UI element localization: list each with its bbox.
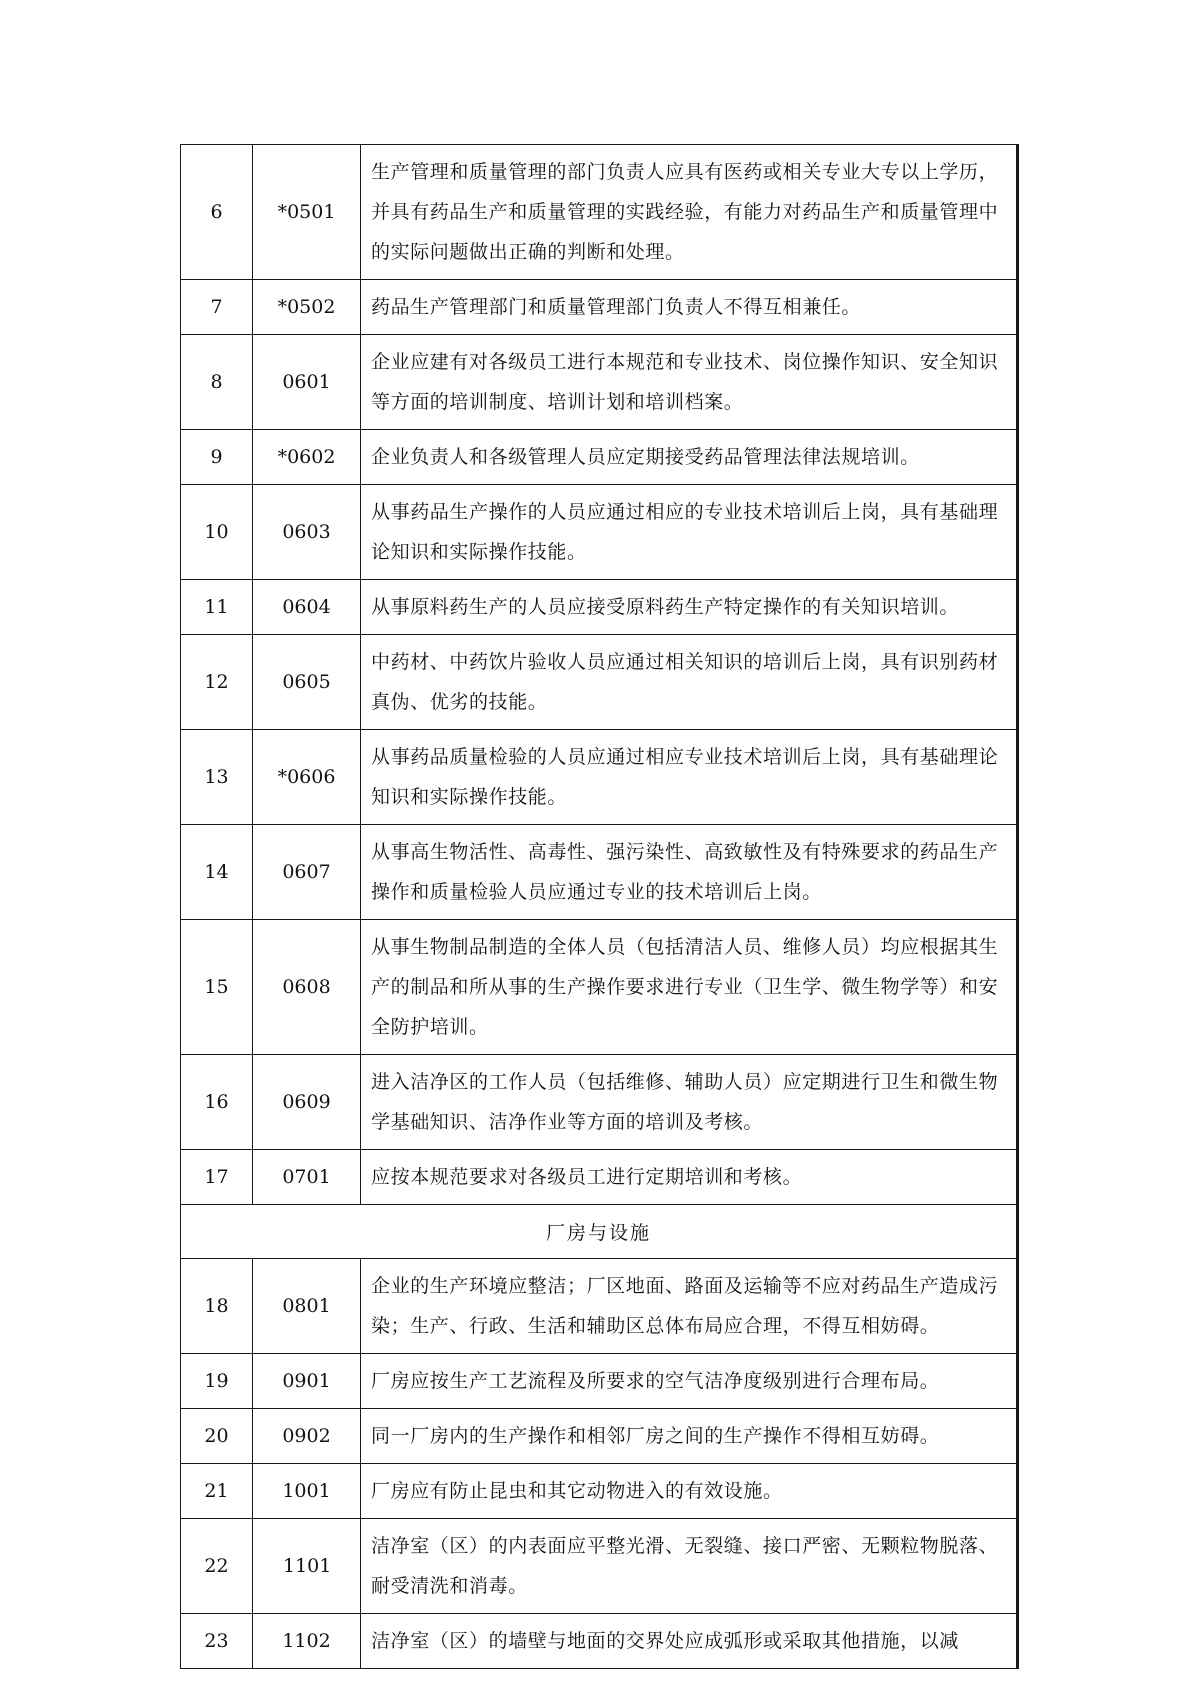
row-content: 洁净室（区）的内表面应平整光滑、无裂缝、接口严密、无颗粒物脱落、耐受清洗和消毒。 bbox=[361, 1519, 1018, 1614]
row-content: 从事药品生产操作的人员应通过相应的专业技术培训后上岗，具有基础理论知识和实际操作技能。 bbox=[361, 485, 1018, 580]
table-row bbox=[181, 580, 1018, 635]
table-row bbox=[181, 1354, 1018, 1409]
row-code: 1101 bbox=[253, 1519, 361, 1614]
row-seq: 16 bbox=[181, 1055, 253, 1150]
table-row bbox=[181, 1614, 1018, 1669]
row-seq: 14 bbox=[181, 825, 253, 920]
row-code: *0602 bbox=[253, 430, 361, 485]
row-code: *0606 bbox=[253, 730, 361, 825]
table-row bbox=[181, 825, 1018, 920]
row-code: 1102 bbox=[253, 1614, 361, 1669]
table-row bbox=[181, 1409, 1018, 1464]
row-code: 0609 bbox=[253, 1055, 361, 1150]
table-row bbox=[181, 920, 1018, 1055]
row-content: 企业负责人和各级管理人员应定期接受药品管理法律法规培训。 bbox=[361, 430, 1018, 485]
row-content: 同一厂房内的生产操作和相邻厂房之间的生产操作不得相互妨碍。 bbox=[361, 1409, 1018, 1464]
row-seq: 21 bbox=[181, 1464, 253, 1519]
row-content: 厂房应按生产工艺流程及所要求的空气洁净度级别进行合理布局。 bbox=[361, 1354, 1018, 1409]
row-content: 洁净室（区）的墙壁与地面的交界处应成弧形或采取其他措施，以减 bbox=[361, 1614, 1018, 1669]
row-content: 药品生产管理部门和质量管理部门负责人不得互相兼任。 bbox=[361, 280, 1018, 335]
row-seq: 20 bbox=[181, 1409, 253, 1464]
row-seq: 6 bbox=[181, 145, 253, 280]
row-seq: 23 bbox=[181, 1614, 253, 1669]
row-code: 0701 bbox=[253, 1150, 361, 1205]
table-row bbox=[181, 635, 1018, 730]
row-seq: 10 bbox=[181, 485, 253, 580]
row-code: 1001 bbox=[253, 1464, 361, 1519]
row-seq: 7 bbox=[181, 280, 253, 335]
row-code: 0603 bbox=[253, 485, 361, 580]
row-content: 进入洁净区的工作人员（包括维修、辅助人员）应定期进行卫生和微生物学基础知识、洁净作业等方面的培训及考核。 bbox=[361, 1055, 1018, 1150]
row-content: 从事原料药生产的人员应接受原料药生产特定操作的有关知识培训。 bbox=[361, 580, 1018, 635]
row-content: 企业的生产环境应整洁；厂区地面、路面及运输等不应对药品生产造成污染；生产、行政、生活和辅助区总体布局应合理，不得互相妨碍。 bbox=[361, 1259, 1018, 1354]
table-row bbox=[181, 145, 1018, 280]
table-row bbox=[181, 335, 1018, 430]
row-code: 0901 bbox=[253, 1354, 361, 1409]
section-title: 厂房与设施 bbox=[181, 1205, 1018, 1259]
table-row bbox=[181, 1150, 1018, 1205]
row-code: 0801 bbox=[253, 1259, 361, 1354]
table-row bbox=[181, 1464, 1018, 1519]
row-code: 0608 bbox=[253, 920, 361, 1055]
row-seq: 13 bbox=[181, 730, 253, 825]
row-seq: 22 bbox=[181, 1519, 253, 1614]
table-row bbox=[181, 485, 1018, 580]
row-code: *0502 bbox=[253, 280, 361, 335]
row-code: 0902 bbox=[253, 1409, 361, 1464]
row-seq: 15 bbox=[181, 920, 253, 1055]
table-row bbox=[181, 430, 1018, 485]
table-row bbox=[181, 1055, 1018, 1150]
row-code: 0604 bbox=[253, 580, 361, 635]
row-content: 应按本规范要求对各级员工进行定期培训和考核。 bbox=[361, 1150, 1018, 1205]
row-seq: 8 bbox=[181, 335, 253, 430]
row-seq: 17 bbox=[181, 1150, 253, 1205]
row-seq: 19 bbox=[181, 1354, 253, 1409]
row-seq: 9 bbox=[181, 430, 253, 485]
section-row bbox=[181, 1205, 1018, 1259]
row-content: 企业应建有对各级员工进行本规范和专业技术、岗位操作知识、安全知识等方面的培训制度、培训计划和培训档案。 bbox=[361, 335, 1018, 430]
row-content: 厂房应有防止昆虫和其它动物进入的有效设施。 bbox=[361, 1464, 1018, 1519]
table-row bbox=[181, 1519, 1018, 1614]
row-code: *0501 bbox=[253, 145, 361, 280]
table-row bbox=[181, 280, 1018, 335]
row-content: 从事生物制品制造的全体人员（包括清洁人员、维修人员）均应根据其生产的制品和所从事的生产操作要求进行专业（卫生学、微生物学等）和安全防护培训。 bbox=[361, 920, 1018, 1055]
row-seq: 11 bbox=[181, 580, 253, 635]
row-code: 0607 bbox=[253, 825, 361, 920]
regulation-table bbox=[180, 144, 1019, 1669]
row-code: 0605 bbox=[253, 635, 361, 730]
row-seq: 12 bbox=[181, 635, 253, 730]
row-code: 0601 bbox=[253, 335, 361, 430]
row-seq: 18 bbox=[181, 1259, 253, 1354]
row-content: 生产管理和质量管理的部门负责人应具有医药或相关专业大专以上学历，并具有药品生产和质量管理的实践经验，有能力对药品生产和质量管理中的实际问题做出正确的判断和处理。 bbox=[361, 145, 1018, 280]
row-content: 从事高生物活性、高毒性、强污染性、高致敏性及有特殊要求的药品生产操作和质量检验人员应通过专业的技术培训后上岗。 bbox=[361, 825, 1018, 920]
row-content: 中药材、中药饮片验收人员应通过相关知识的培训后上岗，具有识别药材真伪、优劣的技能。 bbox=[361, 635, 1018, 730]
table-row bbox=[181, 730, 1018, 825]
table-row bbox=[181, 1259, 1018, 1354]
row-content: 从事药品质量检验的人员应通过相应专业技术培训后上岗，具有基础理论知识和实际操作技能。 bbox=[361, 730, 1018, 825]
